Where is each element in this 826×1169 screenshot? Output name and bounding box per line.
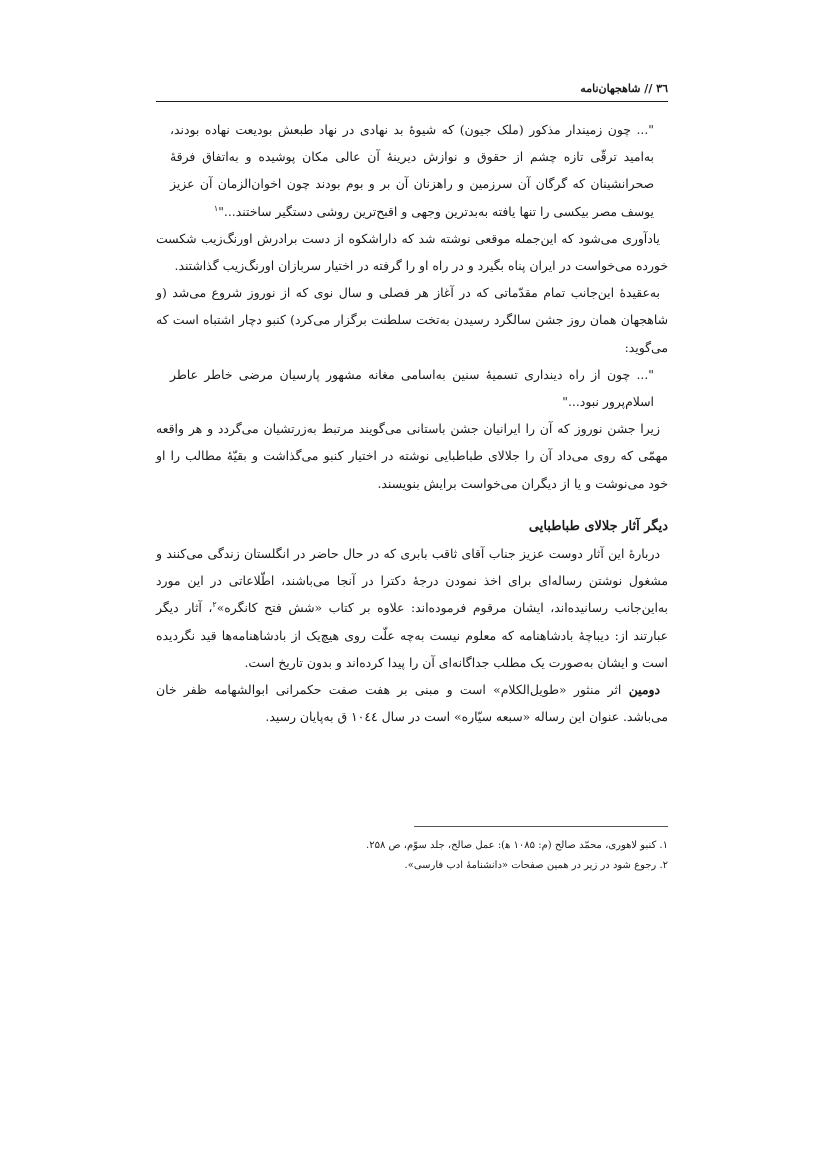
footnote-rule [414,826,668,827]
body-text [156,116,668,730]
paragraph-2: به‌عقیدهٔ این‌جانب تمام مقدّماتی که در آغاز هر فصلی و سال نوی که از نوروز شروع می‌شد (و شاهجهان همان روز جشن سالگرد رسیدن به‌تخت سلطنت برگزار می‌کرد) کنبو دچار اشتباه است که می‌گوید: [156,285,668,355]
paragraph-5-text: اثر منثور «طویل‌الکلام» است و مبنی بر هفت صفت حکمرانی ابوالشهامه ظفر خان می‌باشد. عنوان این رساله «سبعه سیّاره» است در سال ۱۰٤٤ ق به‌پایان رسید. [156,682,668,725]
quote-1-text: "... چون زمیندار مذکور (ملک جیون) که شیوهٔ بد نهادی در نهاد طبعش بودیعت نهاده بودند، به‌امید ترقّی تازه چشم از حقوق و نوازش دیرینهٔ آن عالی مکان پوشیده و به‌اتفاق فرقهٔ صحرانشینان که گرگان آن سرزمین و راهزنان آن بر و بوم بودند چون اخوان‌الزمان آن عزیز یوسف مصر بیکسی را تنها یافته به‌بدترین وجهی و اقبح‌ترین روشی دستگیر ساختند..." [170,122,654,219]
quote-block-1 [156,116,668,225]
paragraph-5-lead: دومین [628,682,660,698]
paragraph-4-part-b: ، آثار دیگر عبارتند از: دیباچهٔ بادشاهنامه که معلوم نیست به‌چه علّت روی هیچ‌یک از بادشاهنامه‌ها قید نگردیده است و ایشان به‌صورت یک مطلب جداگانه‌ای آن را پیدا کرده‌اند و بدون تاریخ است. [156,600,668,670]
running-title: ۳٦ // شاهجهان‌نامه [580,82,668,95]
footnote-ref-2: ۲ [212,600,217,610]
paragraph-4 [156,540,668,676]
section-heading: دیگر آثار جلالای طباطبایی [528,518,668,534]
footnote-ref-1: ۱ [213,203,219,213]
running-header [156,78,668,100]
paragraph-5 [156,676,668,730]
paragraph-4-part-a: دربارهٔ این آثار دوست عزیز جناب آقای ثاقب بابری که در حال حاضر در انگلستان زندگی می‌کنند و مشغول نوشتن رساله‌ای برای اخذ نمودن درجهٔ دکترا در آنجا می‌باشند، اطّلاعاتی در این مورد به‌این‌جانب رسانیده‌اند، ایشان مرقوم فرموده‌اند: علاوه بر کتاب «شش فتح کانگره» [156,546,669,616]
footnotes [156,836,668,876]
header-rule [156,101,668,102]
paragraph-3: زیرا جشن نوروز که آن را ایرانیان جشن باستانی می‌گویند مرتبط به‌زرتشیان می‌گردد و هر واقعه مهمّی که روی می‌داد آن را جلالای طباطبایی نوشته در اختیار کنبو می‌گذاشت و بقیّهٔ مطالب را او خود می‌نوشت و یا از دیگران می‌خواست برایش بنویسند. [156,421,668,491]
footnote-1: ۱. کنبو لاهوری، محمّد صالح (م: ۱۰۸۵ ﻫ): عمل صالح، جلد سوّم، ص ۲۵۸. [366,840,668,851]
paragraph-1: یادآوری می‌شود که این‌جمله موقعی نوشته شد که داراشکوه از دست برادرش اورنگ‌زیب شکست خورده می‌خواست در ایران پناه بگیرد و در راه او را گرفته در اختیار سربازان اورنگ‌زیب گذاشتند. [156,230,668,274]
footnote-2: ۲. رجوع شود در زیر در همین صفحات «دانشنامهٔ ادب فارسی». [404,860,668,871]
quote-block-2: "... چون از راه دینداری تسمیهٔ سنین به‌اسامی مغانه مشهور پارسیان مرضی خاطر عاطر اسلام‌پرور نبود..." [170,366,654,410]
